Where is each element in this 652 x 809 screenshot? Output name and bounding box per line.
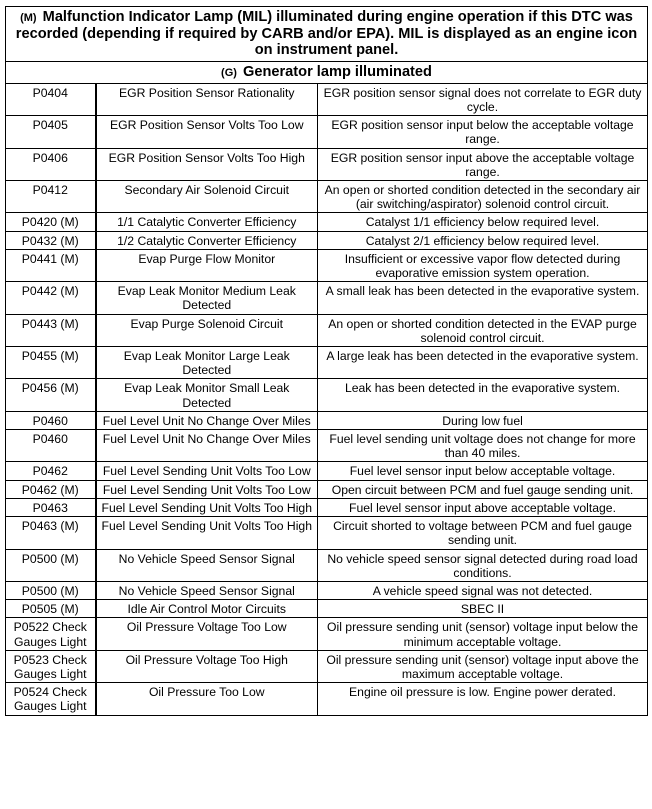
mil-tag: (M) — [20, 12, 37, 24]
dtc-code-cell: P0463 (M) — [6, 517, 96, 549]
dtc-name-cell: Fuel Level Sending Unit Volts Too High — [96, 498, 318, 516]
dtc-name-cell: Secondary Air Solenoid Circuit — [96, 181, 318, 213]
dtc-name-cell: No Vehicle Speed Sensor Signal — [96, 549, 318, 581]
dtc-name-cell: Idle Air Control Motor Circuits — [96, 600, 318, 618]
dtc-code-cell: P0460 — [6, 430, 96, 462]
dtc-description-cell: Insufficient or excessive vapor flow detected during evaporative emission system operation. — [318, 249, 648, 281]
dtc-name-cell: Evap Purge Solenoid Circuit — [96, 314, 318, 346]
table-row — [6, 249, 648, 281]
dtc-name-cell: EGR Position Sensor Rationality — [96, 83, 318, 115]
dtc-name-cell: Fuel Level Sending Unit Volts Too Low — [96, 462, 318, 480]
dtc-name-cell: Fuel Level Sending Unit Volts Too Low — [96, 480, 318, 498]
dtc-description-cell: A vehicle speed signal was not detected. — [318, 581, 648, 599]
dtc-description-cell: Engine oil pressure is low. Engine power derated. — [318, 683, 648, 715]
mil-legend-text: Malfunction Indicator Lamp (MIL) illuminated during engine operation if this DTC was recorded (depending if required by CARB and/or EPA). MIL is displayed as an engine icon on instrument panel. — [15, 9, 638, 59]
table-row — [6, 517, 648, 549]
dtc-description-cell: An open or shorted condition detected in the secondary air (air switching/aspirator) solenoid control circuit. — [318, 181, 648, 213]
dtc-code-cell: P0462 (M) — [6, 480, 96, 498]
table-row — [6, 462, 648, 480]
dtc-description-cell: Leak has been detected in the evaporative system. — [318, 379, 648, 411]
table-row — [6, 600, 648, 618]
dtc-name-cell: Evap Leak Monitor Large Leak Detected — [96, 347, 318, 379]
table-row — [6, 181, 648, 213]
dtc-code-cell: P0522 Check Gauges Light — [6, 618, 96, 650]
dtc-name-cell: Oil Pressure Voltage Too High — [96, 650, 318, 682]
dtc-name-cell: 1/1 Catalytic Converter Efficiency — [96, 213, 318, 231]
table-row — [6, 683, 648, 715]
dtc-description-cell: SBEC II — [318, 600, 648, 618]
table-row — [6, 213, 648, 231]
dtc-description-cell: EGR position sensor input above the acceptable voltage range. — [318, 148, 648, 180]
dtc-name-cell: Evap Leak Monitor Small Leak Detected — [96, 379, 318, 411]
dtc-description-cell: Oil pressure sending unit (sensor) voltage input above the maximum acceptable voltage. — [318, 650, 648, 682]
table-row — [6, 411, 648, 429]
dtc-description-cell: Open circuit between PCM and fuel gauge sending unit. — [318, 480, 648, 498]
table-row — [6, 148, 648, 180]
dtc-description-cell: EGR position sensor signal does not correlate to EGR duty cycle. — [318, 83, 648, 115]
dtc-table — [5, 6, 648, 716]
dtc-name-cell: EGR Position Sensor Volts Too Low — [96, 116, 318, 148]
dtc-name-cell: Fuel Level Unit No Change Over Miles — [96, 430, 318, 462]
dtc-code-cell: P0500 (M) — [6, 581, 96, 599]
table-row — [6, 379, 648, 411]
dtc-description-cell: A small leak has been detected in the evaporative system. — [318, 282, 648, 314]
table-row — [6, 618, 648, 650]
dtc-name-cell: 1/2 Catalytic Converter Efficiency — [96, 231, 318, 249]
dtc-description-cell: Catalyst 1/1 efficiency below required level. — [318, 213, 648, 231]
dtc-code-cell: P0524 Check Gauges Light — [6, 683, 96, 715]
table-row — [6, 231, 648, 249]
dtc-description-cell: Circuit shorted to voltage between PCM and fuel gauge sending unit. — [318, 517, 648, 549]
dtc-name-cell: EGR Position Sensor Volts Too High — [96, 148, 318, 180]
dtc-code-cell: P0455 (M) — [6, 347, 96, 379]
dtc-description-cell: Fuel level sensor input above acceptable voltage. — [318, 498, 648, 516]
dtc-name-cell: Evap Purge Flow Monitor — [96, 249, 318, 281]
dtc-description-cell: Fuel level sending unit voltage does not change for more than 40 miles. — [318, 430, 648, 462]
dtc-code-cell: P0443 (M) — [6, 314, 96, 346]
dtc-description-cell: An open or shorted condition detected in the EVAP purge solenoid control circuit. — [318, 314, 648, 346]
dtc-description-cell: No vehicle speed sensor signal detected during road load conditions. — [318, 549, 648, 581]
generator-tag: (G) — [221, 66, 237, 79]
table-row — [6, 314, 648, 346]
table-row — [6, 650, 648, 682]
table-row — [6, 549, 648, 581]
dtc-name-cell: Oil Pressure Too Low — [96, 683, 318, 715]
dtc-code-cell: P0463 — [6, 498, 96, 516]
dtc-code-cell: P0460 — [6, 411, 96, 429]
table-row — [6, 430, 648, 462]
dtc-description-cell: EGR position sensor input below the acceptable voltage range. — [318, 116, 648, 148]
table-row — [6, 498, 648, 516]
dtc-code-cell: P0523 Check Gauges Light — [6, 650, 96, 682]
dtc-code-cell: P0420 (M) — [6, 213, 96, 231]
dtc-description-cell: A large leak has been detected in the evaporative system. — [318, 347, 648, 379]
table-row — [6, 116, 648, 148]
dtc-code-cell: P0505 (M) — [6, 600, 96, 618]
table-row — [6, 480, 648, 498]
dtc-code-cell: P0406 — [6, 148, 96, 180]
generator-legend-row — [6, 61, 648, 83]
dtc-description-cell: Oil pressure sending unit (sensor) voltage input below the minimum acceptable voltage. — [318, 618, 648, 650]
dtc-name-cell: Fuel Level Unit No Change Over Miles — [96, 411, 318, 429]
generator-legend-cell — [6, 61, 648, 83]
dtc-code-cell: P0432 (M) — [6, 231, 96, 249]
dtc-code-cell: P0412 — [6, 181, 96, 213]
dtc-description-cell: Catalyst 2/1 efficiency below required level. — [318, 231, 648, 249]
dtc-description-cell: Fuel level sensor input below acceptable voltage. — [318, 462, 648, 480]
dtc-code-cell: P0500 (M) — [6, 549, 96, 581]
dtc-code-cell: P0456 (M) — [6, 379, 96, 411]
dtc-name-cell: Oil Pressure Voltage Too Low — [96, 618, 318, 650]
dtc-name-cell: No Vehicle Speed Sensor Signal — [96, 581, 318, 599]
mil-legend-row — [6, 7, 648, 62]
dtc-name-cell: Evap Leak Monitor Medium Leak Detected — [96, 282, 318, 314]
dtc-description-cell: During low fuel — [318, 411, 648, 429]
table-row — [6, 282, 648, 314]
table-row — [6, 347, 648, 379]
dtc-code-cell: P0441 (M) — [6, 249, 96, 281]
mil-legend-cell — [6, 7, 648, 62]
table-row — [6, 83, 648, 115]
dtc-code-cell: P0462 — [6, 462, 96, 480]
dtc-code-cell: P0405 — [6, 116, 96, 148]
table-row — [6, 581, 648, 599]
dtc-code-cell: P0404 — [6, 83, 96, 115]
dtc-code-cell: P0442 (M) — [6, 282, 96, 314]
generator-legend-text: Generator lamp illuminated — [243, 63, 432, 80]
dtc-name-cell: Fuel Level Sending Unit Volts Too High — [96, 517, 318, 549]
